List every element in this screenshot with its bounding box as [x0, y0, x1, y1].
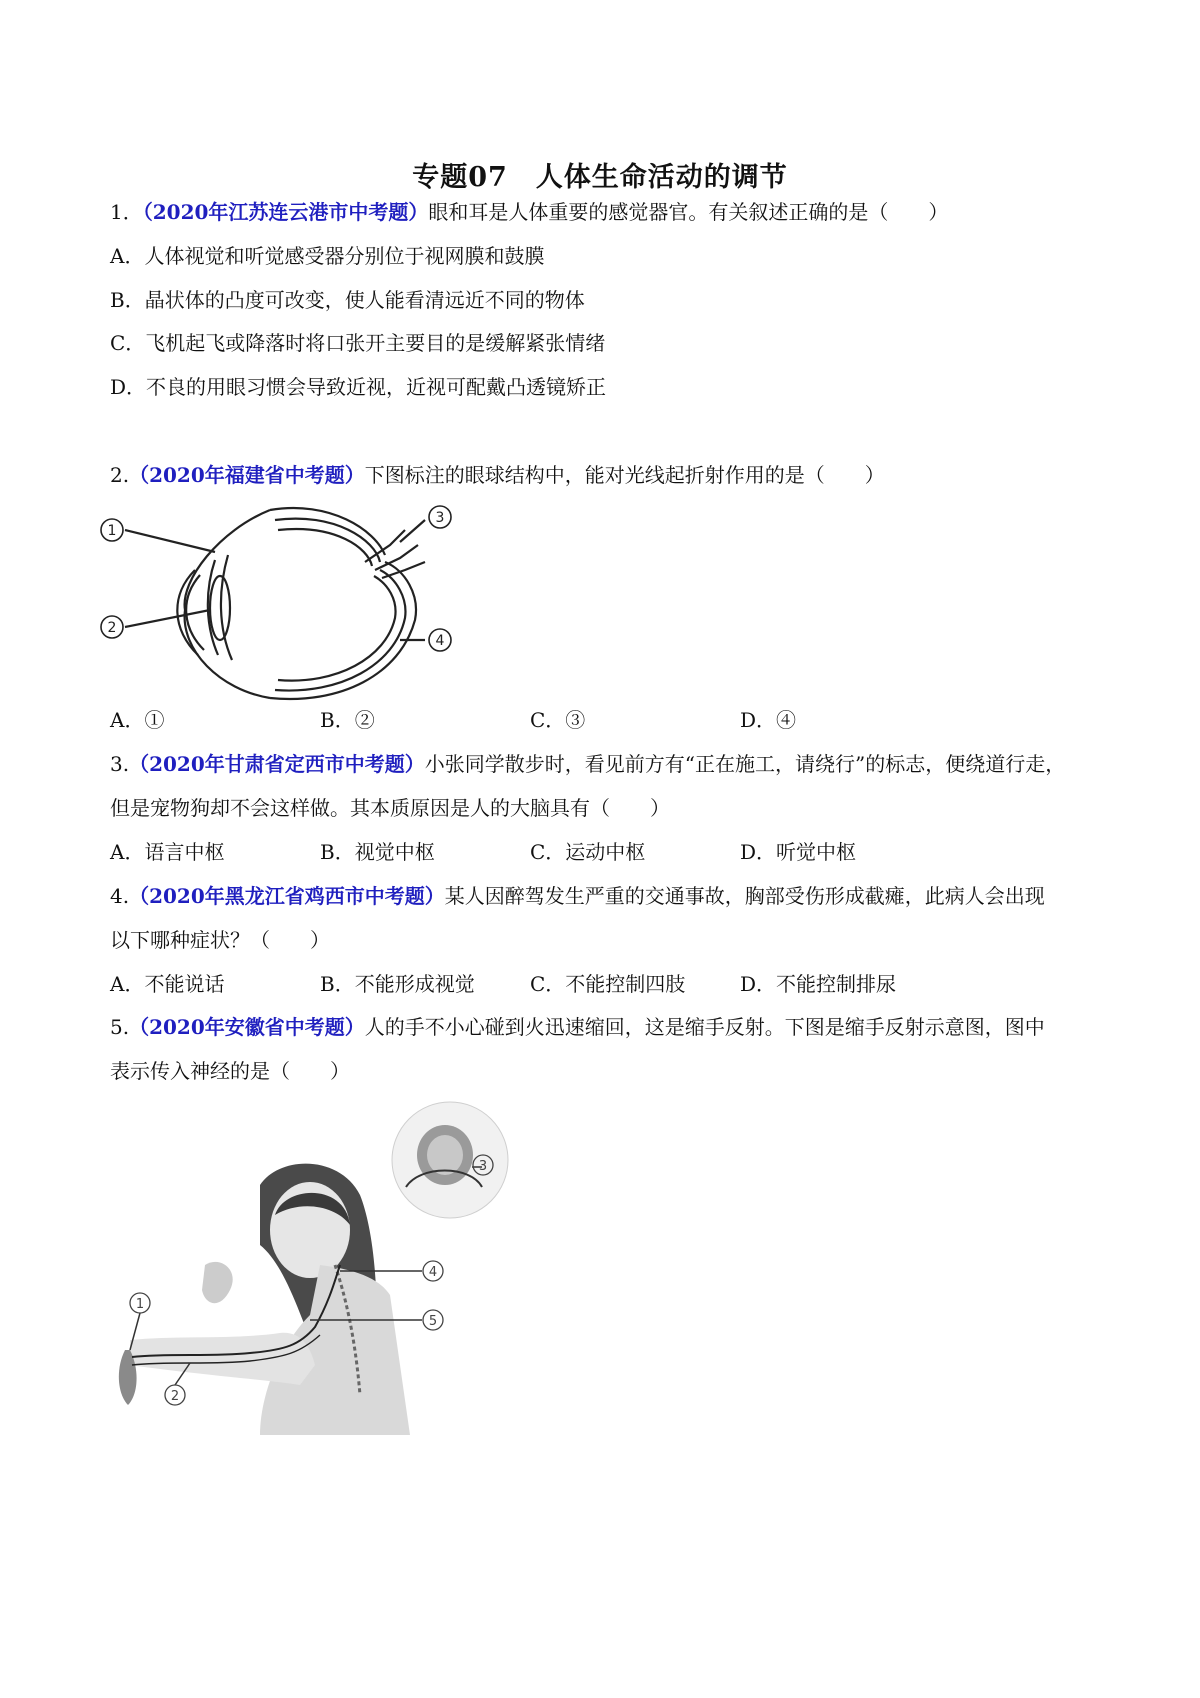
svg-text:3: 3 [435, 510, 445, 526]
svg-text:4: 4 [435, 633, 445, 649]
question-source: （2020年福建省中考题） [129, 463, 365, 487]
svg-text:4: 4 [428, 1265, 438, 1280]
eyeball-diagram [100, 500, 480, 710]
question-5-stem [110, 1012, 1045, 1042]
question-3-option-b: B．视觉中枢 [320, 840, 435, 864]
question-4-stem-continued: 以下哪种症状？（ ） [110, 928, 330, 952]
question-3-stem-continued: 但是宠物狗却不会这样做。其本质原因是人的大脑具有（ ） [110, 796, 670, 820]
question-1-stem [110, 197, 948, 227]
svg-text:1: 1 [135, 1297, 145, 1312]
question-number: 3. [110, 752, 130, 776]
question-text: 人的手不小心碰到火迅速缩回，这是缩手反射。下图是缩手反射示意图，图中 [364, 1015, 1045, 1039]
question-number: 1． [110, 200, 143, 224]
page-title: 专题07 人体生命活动的调节 [412, 162, 788, 193]
question-source: （2020年安徽省中考题） [129, 1015, 365, 1039]
question-2-stem [110, 460, 885, 490]
question-3-option-a: A．语言中枢 [110, 840, 225, 864]
question-text: 下图标注的眼球结构中，能对光线起折射作用的是（ ） [364, 463, 885, 487]
question-number: 2. [110, 463, 130, 487]
question-5-stem-continued: 表示传入神经的是（ ） [110, 1059, 350, 1083]
question-number: 5. [110, 1015, 130, 1039]
question-1-option-d: D．不良的用眼习惯会导致近视，近视可配戴凸透镜矫正 [110, 375, 607, 399]
question-source: （2020年甘肃省定西市中考题） [129, 752, 425, 776]
question-1-option-b: B．晶状体的凸度可改变，使人能看清远近不同的物体 [110, 288, 585, 312]
question-2-option-a: A．① [110, 708, 165, 732]
svg-text:5: 5 [428, 1314, 438, 1329]
question-text: 某人因醉驾发生严重的交通事故，胸部受伤形成截瘫，此病人会出现 [444, 884, 1045, 908]
question-text: 小张同学散步时，看见前方有“正在施工，请绕行”的标志，便绕道行走， [424, 752, 1066, 776]
question-2-option-b: B．② [320, 708, 375, 732]
question-4-option-c: C．不能控制四肢 [530, 972, 686, 996]
question-4-stem [110, 881, 1045, 911]
question-3-option-d: D．听觉中枢 [740, 840, 857, 864]
question-number: 4. [110, 884, 130, 908]
svg-text:2: 2 [170, 1389, 180, 1404]
question-1-option-a: A．人体视觉和听觉感受器分别位于视网膜和鼓膜 [110, 244, 545, 268]
question-source: （2020年黑龙江省鸡西市中考题） [129, 884, 445, 908]
question-3-stem [110, 749, 1065, 779]
svg-text:3: 3 [478, 1159, 488, 1174]
question-1-option-c: C．飞机起飞或降落时将口张开主要目的是缓解紧张情绪 [110, 331, 606, 355]
question-2-option-d: D．④ [740, 708, 797, 732]
question-3-option-c: C．运动中枢 [530, 840, 646, 864]
withdrawal-reflex-diagram [110, 1095, 550, 1440]
question-4-option-b: B．不能形成视觉 [320, 972, 475, 996]
question-2-option-c: C．③ [530, 708, 586, 732]
question-4-option-d: D．不能控制排尿 [740, 972, 897, 996]
question-text: 眼和耳是人体重要的感觉器官。有关叙述正确的是（ ） [428, 200, 949, 224]
question-source: （2020年江苏连云港市中考题） [142, 200, 429, 224]
question-4-option-a: A．不能说话 [110, 972, 225, 996]
svg-text:2: 2 [107, 620, 117, 636]
svg-text:1: 1 [107, 523, 117, 539]
